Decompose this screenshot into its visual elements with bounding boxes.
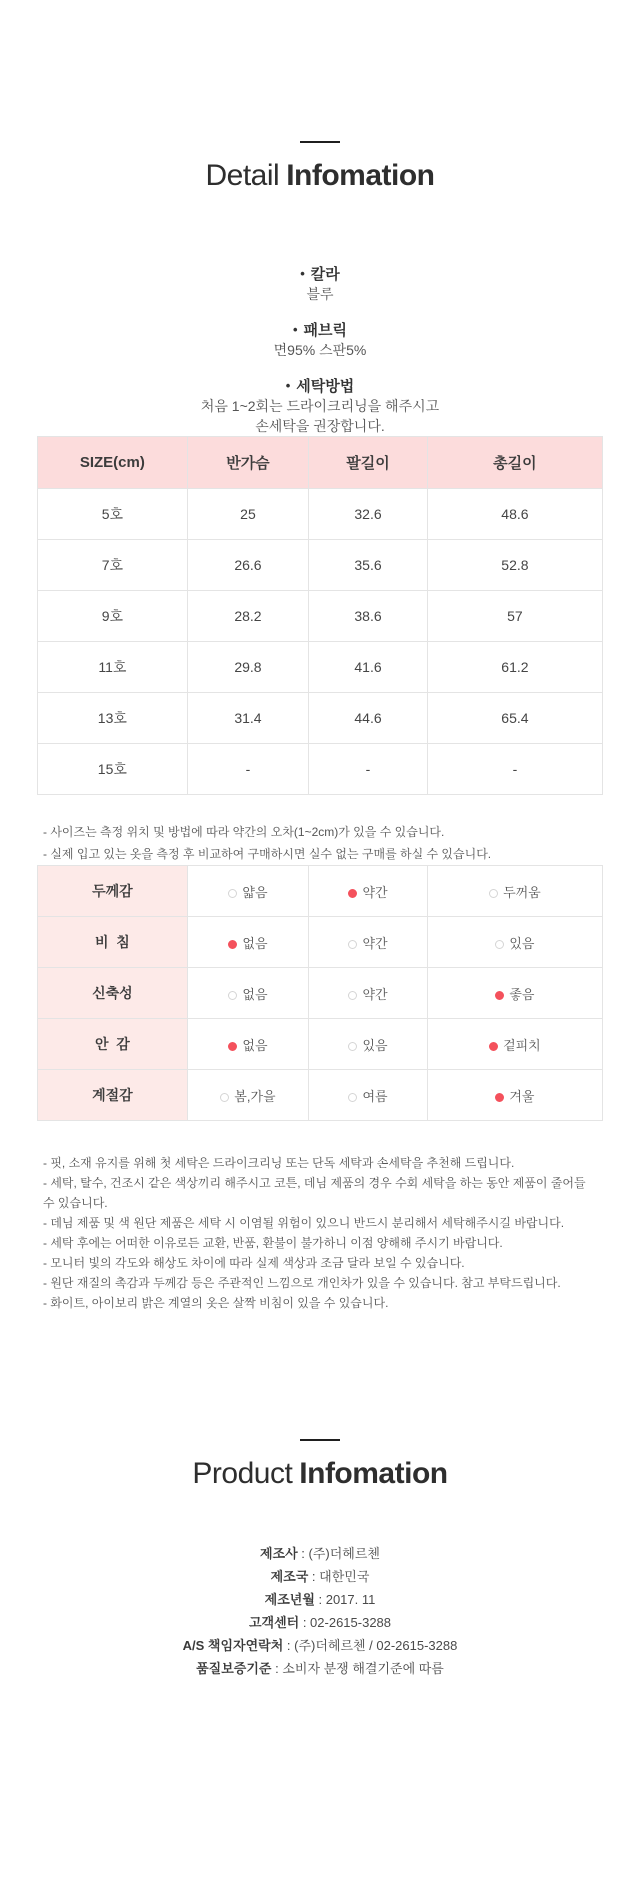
product-specs (0, 266, 640, 436)
product-title-rule (300, 1439, 340, 1441)
feature-option-text: 약간 (362, 986, 388, 1002)
size-value-cell: 41.6 (309, 642, 428, 693)
size-value-cell: 28.2 (187, 591, 308, 642)
product-info-label: 제조년월 (264, 1592, 315, 1607)
radio-unselected-icon (220, 1093, 229, 1102)
size-table-header-row (38, 437, 603, 489)
feature-option-text: 좋음 (509, 986, 535, 1002)
size-value-cell: - (309, 744, 428, 795)
size-value-cell: 26.6 (187, 540, 308, 591)
feature-label: 신축성 (38, 968, 188, 1019)
product-info-value: (주)더헤르첸 (308, 1546, 380, 1561)
feature-option-text: 약간 (362, 935, 388, 951)
size-table-row (38, 489, 603, 540)
product-info-label: 제조국 (270, 1569, 309, 1584)
size-table-row (38, 540, 603, 591)
size-value-cell: 38.6 (309, 591, 428, 642)
spec-label: • 칼라 (300, 266, 340, 283)
feature-option-text: 없음 (242, 935, 268, 951)
care-note-line: - 핏, 소재 유지를 위해 첫 세탁은 드라이크리닝 또는 단독 세탁과 손세탁을 추천해 드립니다. (43, 1156, 515, 1170)
radio-unselected-icon (348, 1093, 357, 1102)
feature-option-cell (187, 917, 308, 968)
feature-option-cell (309, 1019, 428, 1070)
radio-selected-icon (495, 1093, 504, 1102)
product-info-label: 품질보증기준 (196, 1661, 272, 1676)
spec-block (0, 266, 640, 304)
product-info-label: 고객센터 (248, 1615, 300, 1630)
bullet-icon: • (292, 322, 298, 337)
spec-label: • 패브릭 (292, 322, 348, 339)
feature-table-row (38, 917, 603, 968)
size-value-cell: 52.8 (427, 540, 602, 591)
feature-option-cell (187, 1019, 308, 1070)
spec-value-line: 손세탁을 권장합니다. (255, 418, 385, 434)
feature-option-text: 봄,가을 (234, 1088, 276, 1104)
care-note-line: - 세탁 후에는 어떠한 이유로든 교환, 반품, 환불이 불가하니 이점 양해해 주시기 바랍니다. (43, 1236, 503, 1250)
product-info-row: 제조사 : (주)더헤르첸 (260, 1546, 380, 1561)
feature-option-cell (187, 1070, 308, 1121)
size-note-line: - 실제 입고 있는 옷을 측정 후 비교하여 구매하시면 실수 없는 구매를 하실 수 있습니다. (43, 847, 492, 861)
feature-option-cell (187, 968, 308, 1019)
feature-option-cell (309, 917, 428, 968)
size-note-line: - 사이즈는 측정 위치 및 방법에 따라 약간의 오차(1~2cm)가 있을 수 있습니다. (43, 825, 445, 839)
feature-option-cell (427, 866, 602, 917)
bullet-icon: • (300, 266, 305, 281)
product-info-label: 제조사 (260, 1546, 298, 1561)
size-value-cell: 61.2 (427, 642, 602, 693)
radio-unselected-icon (228, 889, 237, 898)
feature-label: 안 감 (38, 1019, 188, 1070)
care-notes (40, 1153, 600, 1313)
feature-label: 계절감 (38, 1070, 188, 1121)
feature-option-cell (309, 968, 428, 1019)
feature-option-text: 있음 (509, 935, 535, 951)
spec-label: • 세탁방법 (285, 378, 355, 395)
care-note-line: - 원단 재질의 촉감과 두께감 등은 주관적인 느낌으로 개인차가 있을 수 있습니다. 참고 부탁드립니다. (43, 1276, 561, 1290)
size-row-label: 13호 (38, 693, 188, 744)
size-value-cell: 65.4 (427, 693, 602, 744)
radio-unselected-icon (495, 940, 504, 949)
size-value-cell: 29.8 (187, 642, 308, 693)
feature-table-row (38, 1019, 603, 1070)
size-notes (40, 821, 600, 865)
product-info-list (0, 1542, 640, 1680)
size-row-label: 11호 (38, 642, 188, 693)
feature-option-text: 겉피치 (503, 1037, 541, 1053)
feature-table-row (38, 968, 603, 1019)
size-value-cell: - (187, 744, 308, 795)
feature-option-text: 두꺼움 (503, 884, 541, 900)
feature-label: 비 침 (38, 917, 188, 968)
radio-unselected-icon (228, 991, 237, 1000)
feature-option-text: 약간 (362, 884, 388, 900)
size-table-body (38, 489, 603, 795)
product-title-bold: Infomation (299, 1457, 448, 1490)
spec-block (0, 322, 640, 360)
spec-value-line: 면95% 스판5% (273, 342, 367, 358)
size-value-cell: 48.6 (427, 489, 602, 540)
size-row-label: 7호 (38, 540, 188, 591)
product-info-row: 제조년월 : 2017. 11 (264, 1592, 376, 1607)
size-table-row (38, 744, 603, 795)
care-note-line: - 세탁, 탈수, 건조시 같은 색상끼리 해주시고 코튼, 데님 제품의 경우 수회 세탁을 하는 동안 제품이 줄어들 수 있습니다. (43, 1176, 586, 1210)
feature-option-cell (427, 1019, 602, 1070)
size-column-header: 총길이 (427, 437, 602, 489)
feature-table-body (38, 866, 603, 1121)
product-info-value: 소비자 분쟁 해결기준에 따름 (282, 1661, 444, 1676)
feature-option-cell (187, 866, 308, 917)
radio-selected-icon (348, 889, 357, 898)
size-table (37, 436, 603, 795)
spec-value-line: 블루 (306, 286, 334, 302)
detail-title-bold: Infomation (286, 159, 435, 192)
radio-unselected-icon (348, 940, 357, 949)
size-column-header: 반가슴 (187, 437, 308, 489)
detail-section-title (0, 158, 640, 194)
product-title-light: Product (192, 1457, 293, 1490)
feature-option-text: 겨울 (509, 1088, 535, 1104)
feature-option-text: 여름 (362, 1088, 388, 1104)
size-value-cell: 44.6 (309, 693, 428, 744)
product-info-value: 대한민국 (319, 1569, 370, 1584)
feature-table (37, 865, 603, 1121)
product-info-value: 2017. 11 (325, 1592, 376, 1607)
bullet-icon: • (285, 378, 291, 393)
feature-option-cell (427, 917, 602, 968)
feature-option-text: 얇음 (242, 884, 268, 900)
size-table-row (38, 591, 603, 642)
feature-table-row (38, 1070, 603, 1121)
care-note-line: - 화이트, 아이보리 밝은 계열의 옷은 살짝 비침이 있을 수 있습니다. (43, 1296, 389, 1310)
product-info-value: (주)더헤르첸 / 02-2615-3288 (294, 1638, 458, 1653)
care-note-line: - 데님 제품 및 색 원단 제품은 세탁 시 이염될 위험이 있으니 반드시 분리해서 세탁해주시길 바랍니다. (43, 1216, 565, 1230)
detail-title-rule (300, 141, 340, 143)
size-value-cell: 31.4 (187, 693, 308, 744)
product-info-row: 품질보증기준 : 소비자 분쟁 해결기준에 따름 (196, 1661, 444, 1676)
product-section-title (0, 1456, 640, 1492)
detail-title-light: Detail (205, 159, 280, 192)
radio-selected-icon (495, 991, 504, 1000)
product-info-row: A/S 책임자연락처 : (주)더헤르첸 / 02-2615-3288 (182, 1638, 458, 1653)
feature-option-cell (309, 1070, 428, 1121)
radio-unselected-icon (489, 889, 498, 898)
size-value-cell: 32.6 (309, 489, 428, 540)
product-info-row: 제조국 : 대한민국 (270, 1569, 370, 1584)
size-row-label: 5호 (38, 489, 188, 540)
size-column-header: 팔길이 (309, 437, 428, 489)
radio-selected-icon (228, 940, 237, 949)
product-info-label: A/S 책임자연락처 (182, 1638, 284, 1653)
spec-block (0, 378, 640, 436)
feature-option-text: 없음 (242, 986, 268, 1002)
feature-table-row (38, 866, 603, 917)
feature-option-text: 없음 (242, 1037, 268, 1053)
size-value-cell: 35.6 (309, 540, 428, 591)
feature-label: 두께감 (38, 866, 188, 917)
size-column-header: SIZE(cm) (38, 437, 188, 489)
radio-unselected-icon (348, 991, 357, 1000)
size-value-cell: 57 (427, 591, 602, 642)
radio-selected-icon (228, 1042, 237, 1051)
feature-option-text: 있음 (362, 1037, 388, 1053)
size-value-cell: - (427, 744, 602, 795)
spec-value-line: 처음 1~2회는 드라이크리닝을 해주시고 (200, 398, 440, 414)
size-table-row (38, 693, 603, 744)
care-note-line: - 모니터 빛의 각도와 해상도 차이에 따라 실제 색상과 조금 달라 보일 수 있습니다. (43, 1256, 465, 1270)
size-value-cell: 25 (187, 489, 308, 540)
feature-option-cell (309, 866, 428, 917)
size-row-label: 9호 (38, 591, 188, 642)
radio-unselected-icon (348, 1042, 357, 1051)
feature-option-cell (427, 968, 602, 1019)
feature-option-cell (427, 1070, 602, 1121)
product-info-value: 02-2615-3288 (310, 1615, 392, 1630)
radio-selected-icon (489, 1042, 498, 1051)
size-row-label: 15호 (38, 744, 188, 795)
size-table-row (38, 642, 603, 693)
product-info-row: 고객센터 : 02-2615-3288 (248, 1615, 392, 1630)
